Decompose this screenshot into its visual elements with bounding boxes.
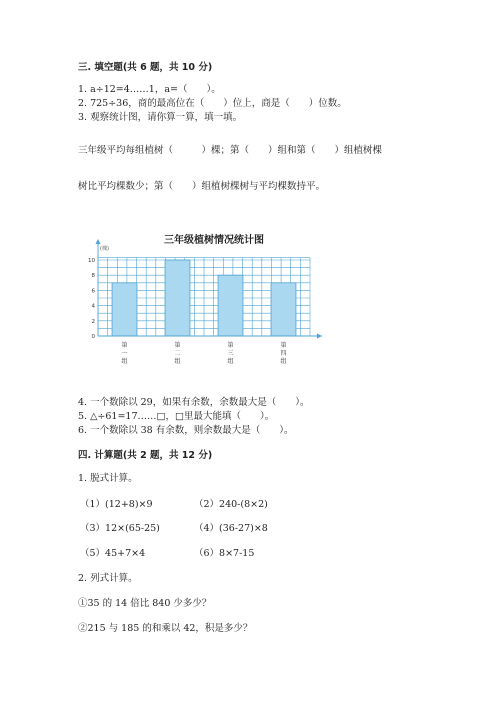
question-2: 2. 725÷36，商的最高位在（ ）位上，商是（ ）位数。 xyxy=(78,98,347,109)
y-tick-label: 8 xyxy=(91,273,95,280)
y-tick-label: 10 xyxy=(88,258,95,264)
x-tick-label: 四 xyxy=(280,350,287,357)
x-axis-arrow xyxy=(317,334,322,339)
expression-3: （3）12×(65-25) xyxy=(80,523,160,534)
question-5: 5. △÷61=17……□，□里最大能填（ ）。 xyxy=(78,411,275,422)
question-1: 1. a÷12=4……1，a=（ ）。 xyxy=(78,84,221,95)
y-tick-label: 6 xyxy=(91,288,95,295)
y-tick-label: 0 xyxy=(91,334,95,340)
x-tick-label: 第 xyxy=(121,342,128,349)
x-tick-label: 第 xyxy=(280,342,287,349)
x-tick-label: 一 xyxy=(121,350,128,357)
word-problem-2: ②215 与 185 的和乘以 42，积是多少？ xyxy=(78,623,253,634)
x-tick-label: 三 xyxy=(227,350,234,357)
x-tick-label: 组 xyxy=(174,358,181,365)
x-tick-label: 二 xyxy=(174,350,181,357)
chart-y-label: (棵) xyxy=(100,246,109,252)
expression-4: （4）(36-27)×8 xyxy=(194,523,268,534)
x-tick-label: 第 xyxy=(227,342,234,349)
tree-planting-chart xyxy=(86,230,336,370)
question-4: 4. 一个数除以 29，如果有余数，余数最大是（ ）。 xyxy=(78,397,310,408)
y-axis-arrow xyxy=(96,239,101,244)
chart-y-ticks xyxy=(88,258,96,340)
chart-title: 三年级植树情况统计图 xyxy=(164,235,264,246)
question-3-line-1: 三年级平均每组植树（ ）棵；第（ ）组和第（ ）组植树棵 xyxy=(78,145,383,156)
part-1-title: 1. 脱式计算。 xyxy=(78,473,138,484)
question-3: 3. 观察统计图，请你算一算，填一填。 xyxy=(78,112,243,123)
chart-bar xyxy=(165,260,190,336)
expression-6: （6）8×7-15 xyxy=(194,548,255,559)
part-2-title: 2. 列式计算。 xyxy=(78,573,138,584)
expression-5: （5）45+7×4 xyxy=(80,548,146,559)
y-tick-label: 2 xyxy=(91,318,95,325)
chart-bar xyxy=(218,275,243,336)
chart-bar xyxy=(112,283,137,336)
x-tick-label: 组 xyxy=(227,358,234,365)
x-tick-label: 组 xyxy=(280,358,287,365)
y-tick-label: 4 xyxy=(91,303,95,310)
x-tick-label: 第 xyxy=(174,342,181,349)
x-tick-label: 组 xyxy=(121,358,128,365)
question-6: 6. 一个数除以 38 有余数，则余数最大是（ ）。 xyxy=(78,425,294,436)
expression-2: （2）240-(8×2) xyxy=(194,499,268,510)
word-problem-1: ①35 的 14 倍比 840 少多少？ xyxy=(78,598,212,609)
chart-x-labels xyxy=(121,341,286,365)
section-4-heading: 四. 计算题(共 2 题，共 12 分) xyxy=(78,450,213,461)
section-3-heading: 三. 填空题(共 6 题，共 10 分) xyxy=(78,62,213,73)
question-3-line-2: 树比平均棵数少；第（ ）组植树棵树与平均棵数持平。 xyxy=(78,181,326,192)
expression-1: （1）(12+8)×9 xyxy=(80,499,153,510)
chart-bar xyxy=(271,283,296,336)
